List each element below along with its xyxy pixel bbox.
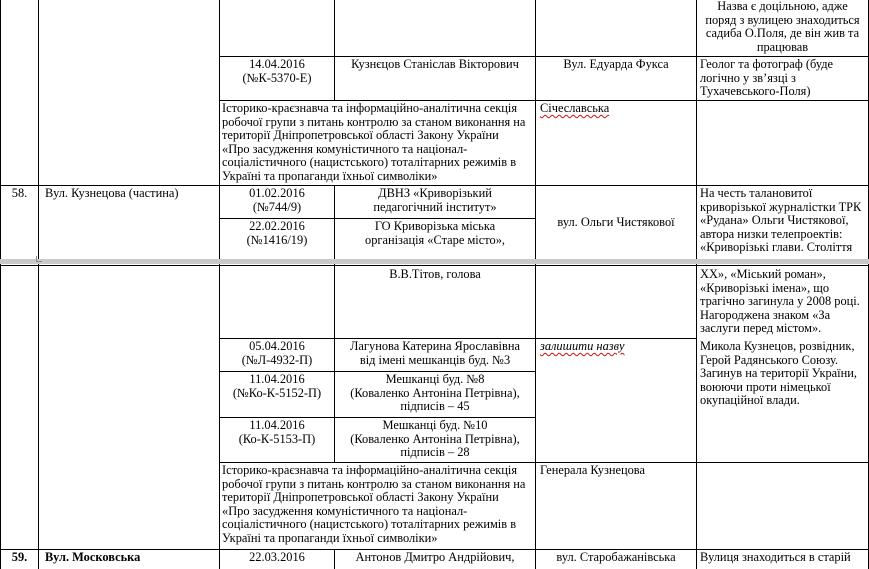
proposed-name-cell: вул. Старобажанівська (556, 550, 676, 564)
reason-cell: Вулиця знаходиться в старій (700, 550, 851, 564)
applicant-cell: Мешканці буд. №10 (Коваленко Антоніна Петрівна), підписів – 28 (350, 418, 520, 460)
table-border (535, 264, 536, 569)
proposed-name-cell: залишити назву (540, 339, 625, 353)
table-border (38, 0, 39, 259)
street-name-cell: Вул. Кузнецова (частина) (45, 186, 179, 200)
table-border (696, 264, 697, 569)
applicant-cell: ДВНЗ «Криворізький педагогічний інститут» (373, 186, 497, 214)
table-border (0, 264, 1, 569)
reason-cell: Геолог та фотограф (буде логічно у зв’язці з Тухачевського-Поля) (700, 57, 834, 99)
page-corner-mark (36, 256, 42, 262)
applicant-cell: Мешканці буд. №8 (Коваленко Антоніна Петрівна), підписів – 45 (350, 372, 520, 414)
table-border (0, 265, 869, 266)
date-cell: 22.03.2016 (249, 550, 305, 564)
date-cell: 05.04.2016 (№Л-4932-П) (241, 339, 313, 367)
proposed-name-cell: Генерала Кузнецова (540, 463, 645, 477)
applicant-cell: В.В.Тітов, голова (389, 267, 481, 281)
section-applicant-cell: Історико-краєзнавча та інформаційно-аналітична секція робочої групи з питань контролю за станом виконання на території Дніпропетровської області Закону України «Про засудження комуністичного та націонал- соціалістичного (нацистського) тоталітарних режимів в Україні та пропаганди їхньої символіки» (222, 463, 526, 545)
document-page-1 (0, 0, 869, 259)
date-cell: 01.02.2016 (№744/9) (249, 186, 305, 214)
date-cell: 14.04.2016 (№К-5370-Е) (242, 57, 312, 85)
date-cell: 11.04.2016 (№Ко-К-5152-П) (232, 372, 322, 400)
street-name-cell: Вул. Московська (45, 550, 141, 564)
date-cell: 11.04.2016 (Ко-К-5153-П) (238, 418, 316, 446)
applicant-cell: ГО Криворізька міська організація «Старе місто», (365, 219, 505, 247)
row-number: 58. (11, 186, 28, 200)
table-border (334, 0, 335, 100)
reason-cell: На честь талановитої криворізької журналістки ТРК «Рудана» Ольги Чистякової, автора низки телепроектів: «Криворізькі глави. Століття (700, 186, 862, 255)
section-applicant-cell: Історико-краєзнавча та інформаційно-аналітична секція робочої групи з питань контролю за станом виконання на території Дніпропетровської області Закону України «Про засудження комуністичного та націонал- соціалістичного (нацистського) тоталітарних режимів в Україні та пропаганди їхньої символіки» (222, 101, 526, 183)
proposed-name-cell: Січеславська (540, 101, 610, 115)
row-number: 59. (11, 550, 28, 564)
applicant-cell: Кузнєцов Станіслав Вікторович (351, 57, 519, 71)
table-border (38, 264, 39, 569)
proposed-name-cell: вул. Ольги Чистякової (557, 215, 675, 229)
table-border (0, 0, 1, 259)
document-page-2 (0, 264, 869, 569)
reason-cell: Микола Кузнецов, розвідник, Герой Радянського Союзу. Загинув на території України, воюючи проти німецької окупаційної влади. (700, 339, 857, 408)
applicant-cell: Антонов Дмитро Андрійович, (355, 550, 515, 564)
reason-cell: Назва є доцільною, адже поряд з вулицею знаходиться садиба О.Поля, де він жив та працював (705, 0, 860, 54)
proposed-name-cell: Вул. Едуарда Фукса (563, 57, 669, 71)
reason-cell: ХХ», «Міський роман», «Криворізькі імена», що трагічно загинула у 2008 році. Нагороджена знаком «За заслуги перед містом». (700, 267, 860, 336)
applicant-cell: Лагунова Катерина Ярославівна від імені мешканців буд. №3 (350, 339, 520, 367)
date-cell: 22.02.2016 (№1416/19) (246, 219, 308, 247)
